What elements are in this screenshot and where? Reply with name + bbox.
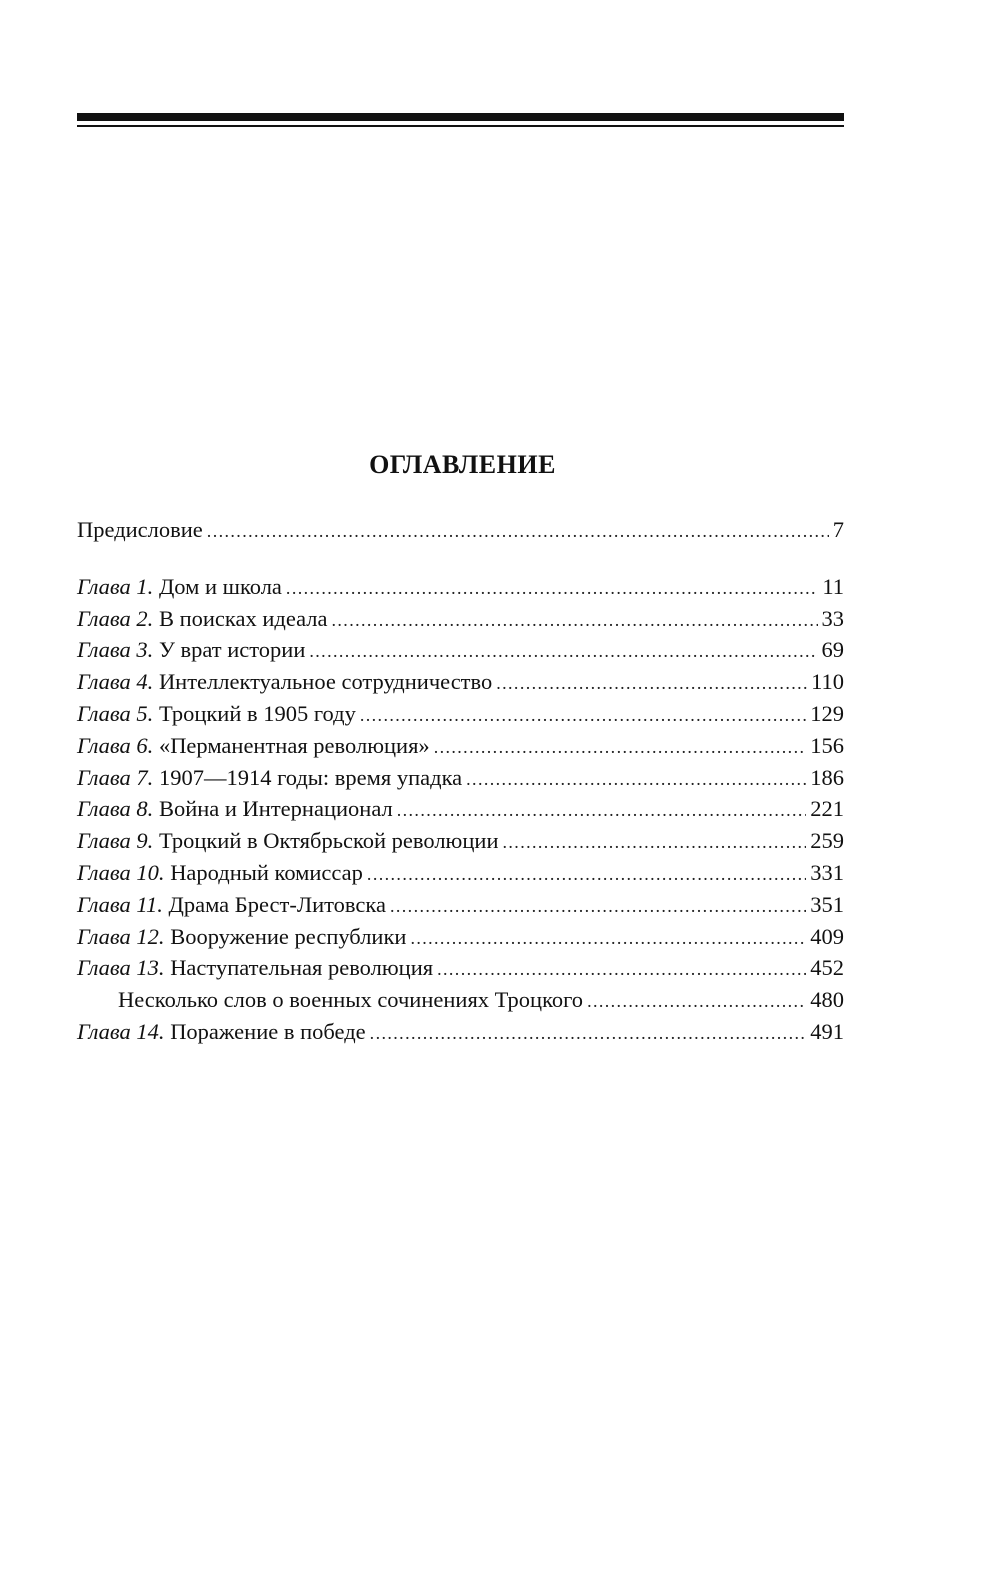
- dot-leader: [466, 764, 806, 796]
- chapter-number: Глава 5.: [77, 700, 154, 726]
- chapter-number: Глава 13.: [77, 955, 165, 981]
- dot-leader: [434, 732, 807, 764]
- chapter-number: Глава 10.: [77, 859, 165, 885]
- dot-leader: [360, 700, 806, 732]
- toc-entry-chapter[interactable]: [77, 952, 844, 984]
- toc-entry-page: 69: [821, 637, 844, 663]
- toc-title: ОГЛАВЛЕНИЕ: [369, 450, 556, 479]
- dot-leader: [367, 859, 806, 891]
- toc-entry-page: 7: [832, 517, 844, 542]
- toc-entry-chapter[interactable]: [77, 730, 844, 762]
- toc-entry-title: Дом и школа: [158, 573, 282, 599]
- toc-entry-title: Предисловие: [77, 517, 203, 542]
- toc-entry-chapter[interactable]: [77, 762, 844, 794]
- chapter-number: Глава 11.: [77, 891, 163, 917]
- toc-entry-page: 259: [810, 828, 844, 854]
- toc-entry-page: 452: [810, 955, 844, 981]
- toc-entry-page: 11: [822, 573, 844, 599]
- dot-leader: [370, 1018, 807, 1050]
- toc-entry-title: 1907—1914 годы: время упадка: [158, 764, 463, 790]
- toc-entry-chapter[interactable]: [77, 793, 844, 825]
- toc-entry-page: 186: [810, 764, 844, 790]
- chapter-number: Глава 1.: [77, 573, 154, 599]
- toc-entry-title: Троцкий в Октябрьской революции: [158, 828, 499, 854]
- toc-entry-chapter[interactable]: [77, 666, 844, 698]
- toc-entry-title: Интеллектуальное сотрудничество: [158, 669, 493, 695]
- toc-entry-page: 129: [810, 700, 844, 726]
- toc-entry-chapter[interactable]: [77, 921, 844, 953]
- toc-entry-page: 156: [810, 732, 844, 758]
- toc-entry-title: Вооружение республики: [170, 923, 407, 949]
- toc-entry-page: 331: [810, 859, 844, 885]
- chapter-number: Глава 12.: [77, 923, 165, 949]
- chapter-number: Глава 4.: [77, 669, 154, 695]
- toc-entry-title: Война и Интернационал: [158, 796, 393, 822]
- toc-entry-title: Народный комиссар: [170, 859, 363, 885]
- toc-entry-chapter[interactable]: [77, 857, 844, 889]
- toc-entry-title: У врат истории: [158, 637, 306, 663]
- toc-entry-page: 221: [810, 796, 844, 822]
- dot-leader: [410, 923, 806, 955]
- toc-entry-page: 491: [810, 1018, 844, 1044]
- toc-entry-title: «Перманентная революция»: [158, 732, 430, 758]
- chapter-number: Глава 14.: [77, 1018, 165, 1044]
- toc-entry-title: Драма Брест-Литовска: [168, 891, 386, 917]
- dot-leader: [503, 827, 807, 859]
- chapter-number: Глава 9.: [77, 828, 154, 854]
- table-of-contents: [77, 514, 844, 1048]
- chapter-number: Глава 6.: [77, 732, 154, 758]
- header-rule-thick: [77, 113, 844, 121]
- chapter-number: Глава 8.: [77, 796, 154, 822]
- dot-leader: [587, 986, 806, 1018]
- toc-entry-page: 110: [811, 669, 844, 695]
- chapter-number: Глава 2.: [77, 605, 154, 631]
- toc-entry-chapter[interactable]: [77, 698, 844, 730]
- toc-entry-title: Поражение в победе: [170, 1018, 366, 1044]
- toc-entry-chapter[interactable]: [77, 571, 844, 603]
- dot-leader: [437, 954, 806, 986]
- toc-entry-chapter[interactable]: [77, 1016, 844, 1048]
- dot-leader: [496, 668, 807, 700]
- dot-leader: [207, 516, 829, 548]
- toc-entry-page: 409: [810, 923, 844, 949]
- toc-entry-chapter[interactable]: [77, 603, 844, 635]
- toc-entry-page: 33: [821, 605, 844, 631]
- chapter-number: Глава 3.: [77, 637, 154, 663]
- toc-entry-title: В поисках идеала: [158, 605, 328, 631]
- dot-leader: [390, 891, 806, 923]
- dot-leader: [332, 605, 818, 637]
- toc-entry-chapter[interactable]: [77, 634, 844, 666]
- toc-entry-title: Троцкий в 1905 году: [158, 700, 356, 726]
- toc-entry-title: Наступательная революция: [170, 955, 434, 981]
- toc-entry-preface[interactable]: [77, 514, 844, 546]
- dot-leader: [286, 573, 818, 605]
- toc-entry-page: 351: [810, 891, 844, 917]
- toc-entry-title: Несколько слов о военных сочинениях Троцкого: [118, 987, 584, 1013]
- dot-leader: [309, 636, 817, 668]
- header-rule-thin: [77, 125, 844, 127]
- chapter-number: Глава 7.: [77, 764, 154, 790]
- toc-entry-page: 480: [810, 987, 844, 1013]
- toc-entry-subsection[interactable]: [77, 984, 844, 1016]
- toc-entry-chapter[interactable]: [77, 825, 844, 857]
- toc-entry-chapter[interactable]: [77, 889, 844, 921]
- dot-leader: [397, 795, 807, 827]
